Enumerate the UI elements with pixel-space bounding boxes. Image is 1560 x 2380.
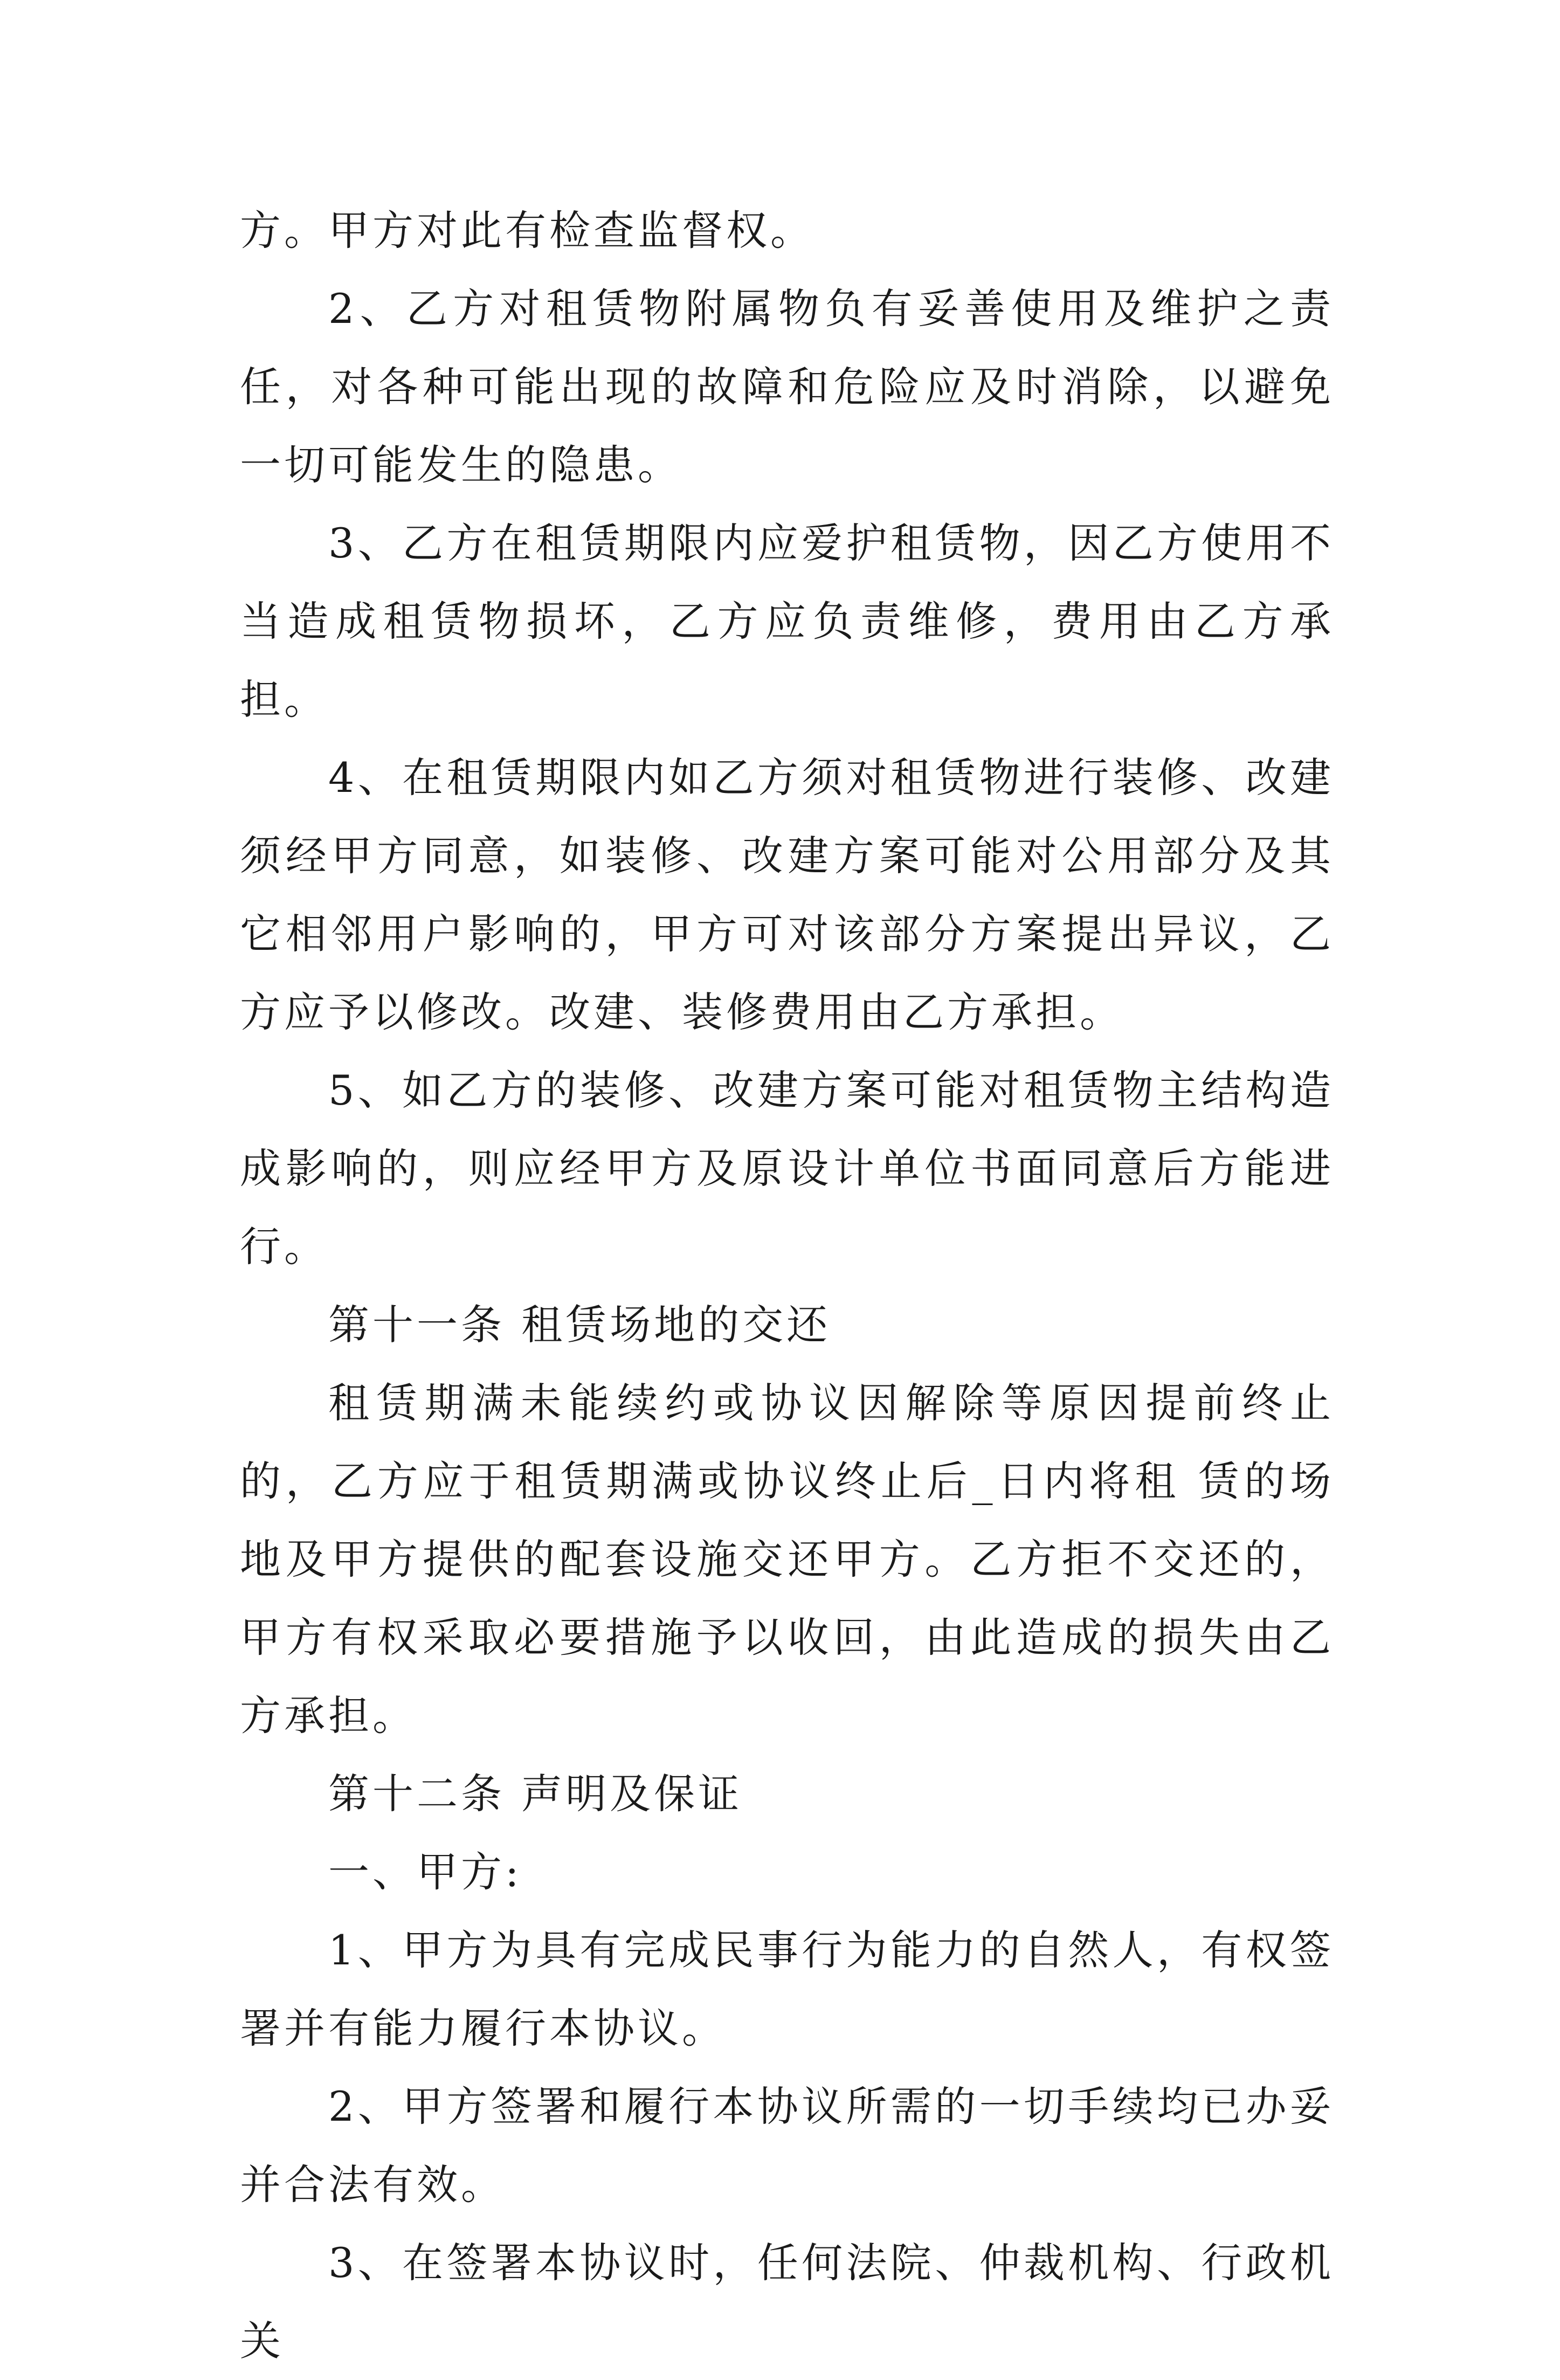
paragraph-party-a-2: 2、甲方签署和履行本协议所需的一切手续均已办妥并合法有效。 <box>240 2082 1334 2209</box>
subheading-party-a: 一、甲方: <box>328 1848 522 1896</box>
paragraph-party-a-1: 1、甲方为具有完成民事行为能力的自然人，有权签署并有能力履行本协议。 <box>240 1926 1334 2052</box>
paragraph-continuation: 方。甲方对此有检查监督权。 <box>240 206 814 254</box>
paragraph-clause-5: 5、如乙方的装修、改建方案可能对租赁物主结构造成影响的，则应经甲方及原设计单位书面同意后方能进行。 <box>240 1066 1334 1271</box>
paragraph-clause-3: 3、乙方在租赁期限内应爱护租赁物，因乙方使用不当造成租赁物损坏，乙方应负责维修，费用由乙方承担。 <box>240 519 1334 723</box>
paragraph-party-a-3: 3、在签署本协议时，任何法院、仲裁机构、行政机关 <box>240 2239 1334 2365</box>
paragraph-clause-2: 2、乙方对租赁物附属物负有妥善使用及维护之责任，对各种可能出现的故障和危险应及时消除，以避免一切可能发生的隐患。 <box>240 285 1334 489</box>
paragraph-site-return: 租赁期满未能续约或协议因解除等原因提前终止的，乙方应于租赁期满或协议终止后_日内将租 赁的场地及甲方提供的配套设施交还甲方。乙方拒不交还的，甲方有权采取必要措施予以收回，由此造成的损失由乙方承担。 <box>240 1379 1334 1740</box>
section-heading-11: 第十一条 租赁场地的交还 <box>328 1301 831 1349</box>
paragraph-clause-4: 4、在租赁期限内如乙方须对租赁物进行装修、改建须经甲方同意，如装修、改建方案可能对公用部分及其它相邻用户影响的，甲方可对该部分方案提出异议，乙方应予以修改。改建、装修费用由乙方承担。 <box>240 754 1334 1036</box>
section-heading-12: 第十二条 声明及保证 <box>328 1770 743 1818</box>
document-body <box>240 191 1334 2380</box>
